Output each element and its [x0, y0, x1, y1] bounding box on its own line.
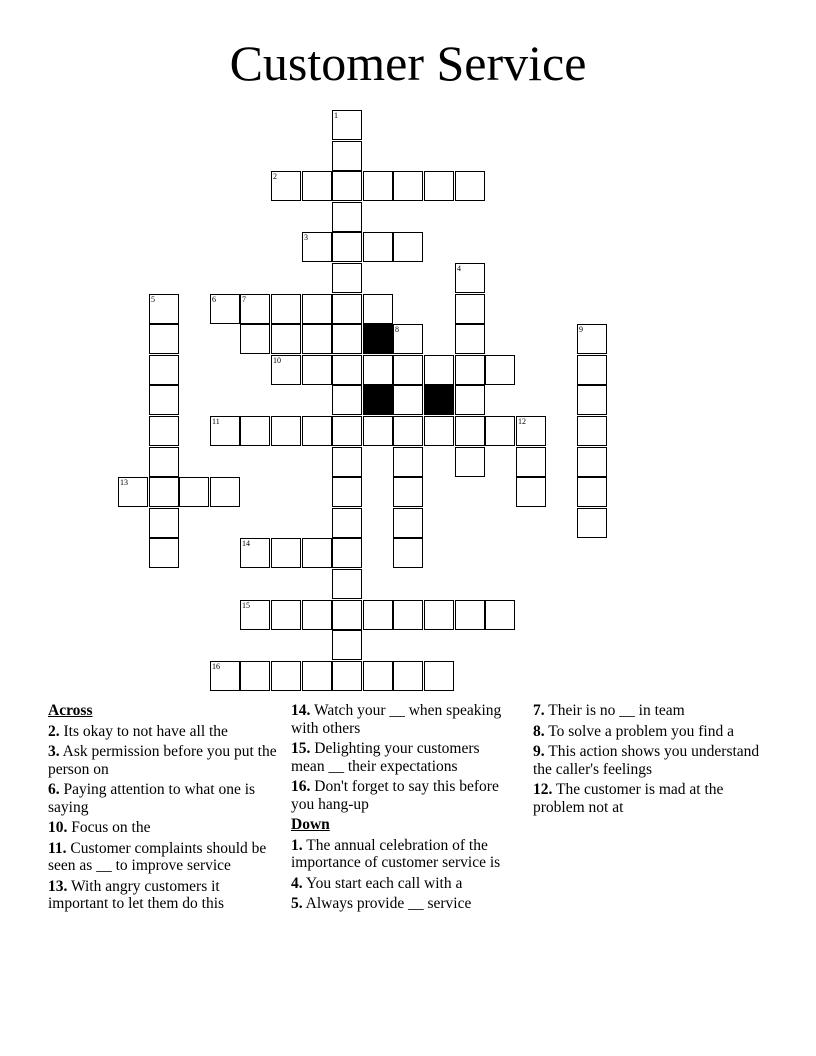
clue-number: 15	[242, 601, 250, 610]
grid-cell[interactable]	[149, 538, 179, 568]
grid-cell[interactable]	[424, 416, 454, 446]
grid-cell[interactable]	[455, 447, 485, 477]
grid-cell[interactable]	[271, 538, 301, 568]
grid-cell[interactable]	[302, 232, 332, 262]
grid-cell[interactable]	[424, 171, 454, 201]
grid-cell[interactable]	[332, 661, 362, 691]
puzzle-title: Customer Service	[229, 35, 587, 91]
grid-cell[interactable]	[332, 355, 362, 385]
grid-cell[interactable]	[424, 661, 454, 691]
clue-across-16: 16. Don't forget to say this before you hang-up	[291, 778, 499, 813]
grid-cell[interactable]	[149, 324, 179, 354]
grid-cell[interactable]	[302, 538, 332, 568]
grid-cell[interactable]	[149, 477, 179, 507]
clue-number: 10	[273, 356, 281, 365]
grid-cell[interactable]	[118, 477, 148, 507]
block-cell	[363, 324, 393, 354]
grid-cell[interactable]	[577, 416, 607, 446]
grid-cell[interactable]	[577, 385, 607, 415]
grid-cell[interactable]	[210, 416, 240, 446]
grid-cell[interactable]	[455, 385, 485, 415]
grid-cell[interactable]	[393, 416, 423, 446]
clue-number: 13	[120, 478, 128, 487]
grid-cell[interactable]	[332, 600, 362, 630]
grid-cell[interactable]	[332, 538, 362, 568]
grid-cell[interactable]	[302, 294, 332, 324]
grid-cell[interactable]	[393, 538, 423, 568]
clue-down-12: 12. The customer is mad at the problem not at	[533, 781, 724, 816]
grid-cell[interactable]	[577, 447, 607, 477]
clue-number: 4	[457, 264, 461, 273]
grid-cell[interactable]	[271, 171, 301, 201]
clue-number: 5	[151, 295, 155, 304]
grid-cell[interactable]	[271, 661, 301, 691]
grid-cell[interactable]	[393, 355, 423, 385]
clue-down-8: 8. To solve a problem you find a	[533, 722, 734, 740]
grid-cell[interactable]	[363, 294, 393, 324]
grid-cell[interactable]	[302, 416, 332, 446]
across-header: Across	[48, 702, 93, 719]
grid-cell[interactable]	[240, 294, 270, 324]
grid-cell[interactable]	[516, 447, 546, 477]
clue-down-9: 9. This action shows you understand the caller's feelings	[533, 743, 760, 778]
clue-column-1	[48, 702, 283, 916]
grid-cell[interactable]	[363, 355, 393, 385]
grid-cell[interactable]	[332, 416, 362, 446]
grid-cell[interactable]	[149, 447, 179, 477]
clue-down-1: 1. The annual celebration of the importance of customer service is	[291, 836, 501, 871]
grid-cell[interactable]	[240, 600, 270, 630]
clue-across-13: 13. With angry customers it important to let them do this	[48, 877, 225, 912]
clue-down-7: 7. Their is no __ in team	[533, 702, 685, 719]
grid-cell[interactable]	[332, 324, 362, 354]
grid-cell[interactable]	[424, 600, 454, 630]
block-cell	[424, 385, 454, 415]
grid-cell[interactable]	[149, 508, 179, 538]
grid-cell[interactable]	[271, 294, 301, 324]
grid-cell[interactable]	[210, 294, 240, 324]
grid-cell[interactable]	[485, 355, 515, 385]
grid-cell[interactable]	[455, 324, 485, 354]
grid-cell[interactable]	[149, 385, 179, 415]
grid-cell[interactable]	[363, 600, 393, 630]
grid-cell[interactable]	[332, 477, 362, 507]
clue-number: 12	[518, 417, 526, 426]
clue-across-10: 10. Focus on the	[48, 819, 151, 836]
grid-cell[interactable]	[302, 324, 332, 354]
clue-across-11: 11. Customer complaints should be seen as __ to improve service	[48, 839, 267, 874]
clue-across-14: 14. Watch your __ when speaking with others	[291, 702, 502, 737]
clue-across-6: 6. Paying attention to what one is saying	[48, 781, 256, 816]
grid-cell[interactable]	[393, 447, 423, 477]
grid-cell[interactable]	[240, 538, 270, 568]
grid-cell[interactable]	[302, 171, 332, 201]
clue-across-3: 3. Ask permission before you put the person on	[48, 743, 277, 778]
grid-cell[interactable]	[332, 202, 362, 232]
clue-number: 9	[579, 325, 583, 334]
grid-cell[interactable]	[240, 324, 270, 354]
block-cell	[363, 385, 393, 415]
grid-cell[interactable]	[149, 416, 179, 446]
grid-cell[interactable]	[332, 569, 362, 599]
clue-across-15: 15. Delighting your customers mean __ their expectations	[291, 740, 480, 775]
clue-number: 3	[304, 233, 308, 242]
clue-number: 6	[212, 295, 216, 304]
grid-cell[interactable]	[393, 661, 423, 691]
grid-cell[interactable]	[332, 141, 362, 171]
grid-cell[interactable]	[332, 232, 362, 262]
grid-cell[interactable]	[516, 477, 546, 507]
grid-cell[interactable]	[149, 355, 179, 385]
grid-cell[interactable]	[332, 630, 362, 660]
grid-cell[interactable]	[363, 416, 393, 446]
grid-cell[interactable]	[516, 416, 546, 446]
grid-cell[interactable]	[485, 416, 515, 446]
grid-cell[interactable]	[393, 324, 423, 354]
clue-number: 1	[334, 111, 338, 120]
clue-down-5: 5. Always provide __ service	[291, 895, 472, 912]
clue-number: 16	[212, 662, 220, 671]
grid-cell[interactable]	[271, 355, 301, 385]
grid-cell[interactable]	[363, 661, 393, 691]
grid-cell[interactable]	[393, 600, 423, 630]
clue-number: 8	[395, 325, 399, 334]
grid-cell[interactable]	[302, 661, 332, 691]
grid-cell[interactable]	[179, 477, 209, 507]
grid-cell[interactable]	[455, 294, 485, 324]
grid-cell[interactable]	[393, 232, 423, 262]
grid-cell[interactable]	[332, 110, 362, 140]
grid-cell[interactable]	[332, 294, 362, 324]
clue-number: 14	[242, 539, 250, 548]
clue-number: 7	[242, 295, 246, 304]
grid-cell[interactable]	[302, 355, 332, 385]
grid-cell[interactable]	[332, 263, 362, 293]
clue-across-2: 2. Its okay to not have all the	[48, 722, 228, 740]
clue-number: 2	[273, 172, 277, 181]
grid-cell[interactable]	[393, 508, 423, 538]
clue-column-2	[291, 702, 513, 916]
grid-cell[interactable]	[240, 661, 270, 691]
grid-cell[interactable]	[210, 661, 240, 691]
down-header: Down	[291, 816, 330, 833]
grid-cell[interactable]	[271, 324, 301, 354]
clue-column-3	[533, 702, 768, 819]
grid-cell[interactable]	[393, 477, 423, 507]
grid-cell[interactable]	[455, 600, 485, 630]
grid-cell[interactable]	[577, 477, 607, 507]
grid-cell[interactable]	[332, 385, 362, 415]
grid-cell[interactable]	[577, 324, 607, 354]
clue-down-4: 4. You start each call with a	[291, 874, 463, 892]
grid-cell[interactable]	[455, 171, 485, 201]
grid-cell[interactable]	[271, 416, 301, 446]
grid-cell[interactable]	[393, 385, 423, 415]
grid-cell[interactable]	[455, 355, 485, 385]
grid-cell[interactable]	[455, 263, 485, 293]
grid-cell[interactable]	[271, 600, 301, 630]
grid-cell[interactable]	[240, 416, 270, 446]
clue-number: 11	[212, 417, 220, 426]
grid-cell[interactable]	[363, 232, 393, 262]
grid-cell[interactable]	[485, 600, 515, 630]
grid-cell[interactable]	[332, 447, 362, 477]
grid-cell[interactable]	[149, 294, 179, 324]
grid-cell[interactable]	[302, 600, 332, 630]
grid-cell[interactable]	[332, 171, 362, 201]
grid-cell[interactable]	[424, 355, 454, 385]
grid-cell[interactable]	[363, 171, 393, 201]
grid-cell[interactable]	[577, 355, 607, 385]
grid-cell[interactable]	[332, 508, 362, 538]
grid-cell[interactable]	[455, 416, 485, 446]
grid-cell[interactable]	[210, 477, 240, 507]
grid-cell[interactable]	[577, 508, 607, 538]
grid-cell[interactable]	[393, 171, 423, 201]
